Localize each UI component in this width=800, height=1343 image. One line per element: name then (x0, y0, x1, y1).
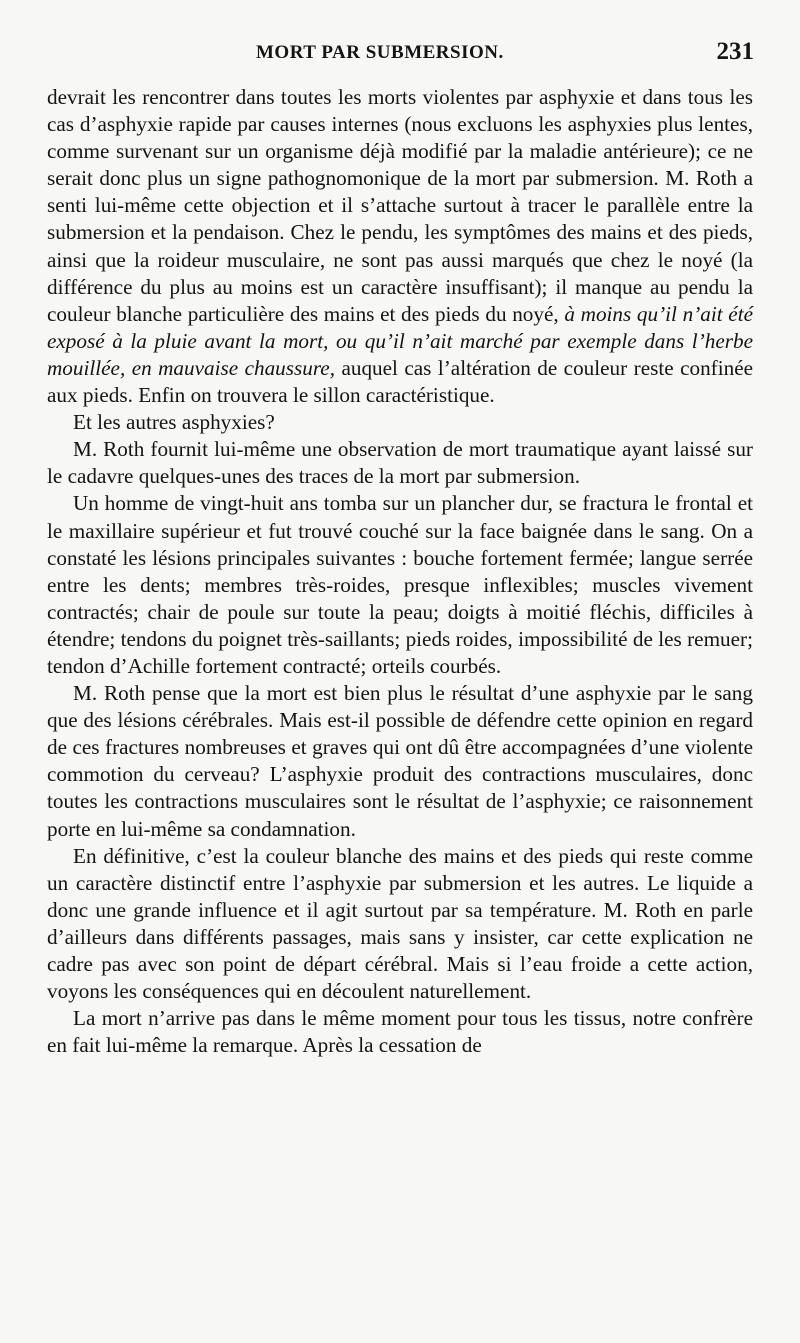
text-run: M. Roth fournit lui-même une observation de mort traumatique ayant laissé sur le cadavre quelques-unes des traces de la mort par submersion. (47, 437, 753, 489)
paragraph (47, 84, 753, 409)
paragraph (47, 490, 753, 680)
text-run: Un homme de vingt-huit ans tomba sur un plancher dur, se fractura le frontal et le maxillaire supérieur et fut trouvé couché sur la face baignée dans le sang. On a constaté les lésions principales suivantes : bouche fortement fermée; langue serrée entre les dents; membres très-roides, presque inflexibles; muscles vivement contractés; chair de poule sur toute la peau; doigts à moitié fléchis, difficiles à étendre; tendons du poignet très-saillants; pieds roides, impossibilité de les remuer; tendon d’Achille fortement contracté; orteils courbés. (47, 491, 753, 678)
text-run: La mort n’arrive pas dans le même moment pour tous les tissus, notre confrère en fait lui-même la remarque. Après la cessation de (47, 1006, 753, 1058)
page-header (0, 38, 800, 78)
italic-text-run: à moins qu’il n’ait été exposé à la pluie avant la mort, ou qu’il n’ait marché par exemple dans l’herbe mouillée, en mauvaise chaussure, (47, 301, 753, 380)
paragraph (47, 843, 753, 1006)
text-run: auquel cas l’altération de couleur reste confinée aux pieds. Enfin on trouvera le sillon caractéristique. (47, 355, 754, 408)
text-run: M. Roth pense que la mort est bien plus le résultat d’une asphyxie par le sang que des lésions cérébrales. Mais est-il possible de défendre cette opinion en regard de ces fractures nombreuses et graves qui ont dû être accompagnées d’une violente commotion du cerveau? L’asphyxie produit des contractions musculaires, donc toutes les contractions musculaires sont le résultat de l’asphyxie; ce raisonnement porte en lui-même sa condamnation. (47, 681, 753, 841)
page-number: 231 (716, 38, 754, 65)
text-run: Et les autres asphyxies? (73, 410, 275, 435)
running-title: MORT PAR SUBMERSION. (256, 42, 504, 63)
paragraph (47, 436, 753, 490)
paragraph (47, 680, 753, 843)
text-run: devrait les rencontrer dans toutes les morts violentes par asphyxie et dans tous les cas d’asphyxie rapide par causes internes (nous excluons les asphyxies plus lentes, comme survenant sur un organisme déjà modifié par la maladie antérieure); ce ne serait donc plus un signe pathognomonique de la mort par submersion. M. Roth a senti lui-même cette objection et il s’attache surtout à tracer le parallèle entre la submersion et la pendaison. Chez le pendu, les symptômes des mains et des pieds, ainsi que la roideur musculaire, ne sont pas aussi marqués que chez le noyé (la différence du plus au moins est un caractère insuffisant); il manque au pendu la couleur blanche particulière des mains et des pieds du noyé, (47, 85, 753, 326)
paragraph (47, 409, 753, 436)
text-run: En définitive, c’est la couleur blanche des mains et des pieds qui reste comme un caractère distinctif entre l’asphyxie par submersion et les autres. Le liquide a donc une grande influence et il agit surtout par sa température. M. Roth en parle d’ailleurs dans différents passages, mais sans y insister, car cette explication ne cadre pas avec son point de départ cérébral. Mais si l’eau froide a cette action, voyons les conséquences qui en découlent naturellement. (47, 843, 753, 1004)
paragraph (47, 1005, 753, 1059)
body-text (47, 84, 753, 1059)
